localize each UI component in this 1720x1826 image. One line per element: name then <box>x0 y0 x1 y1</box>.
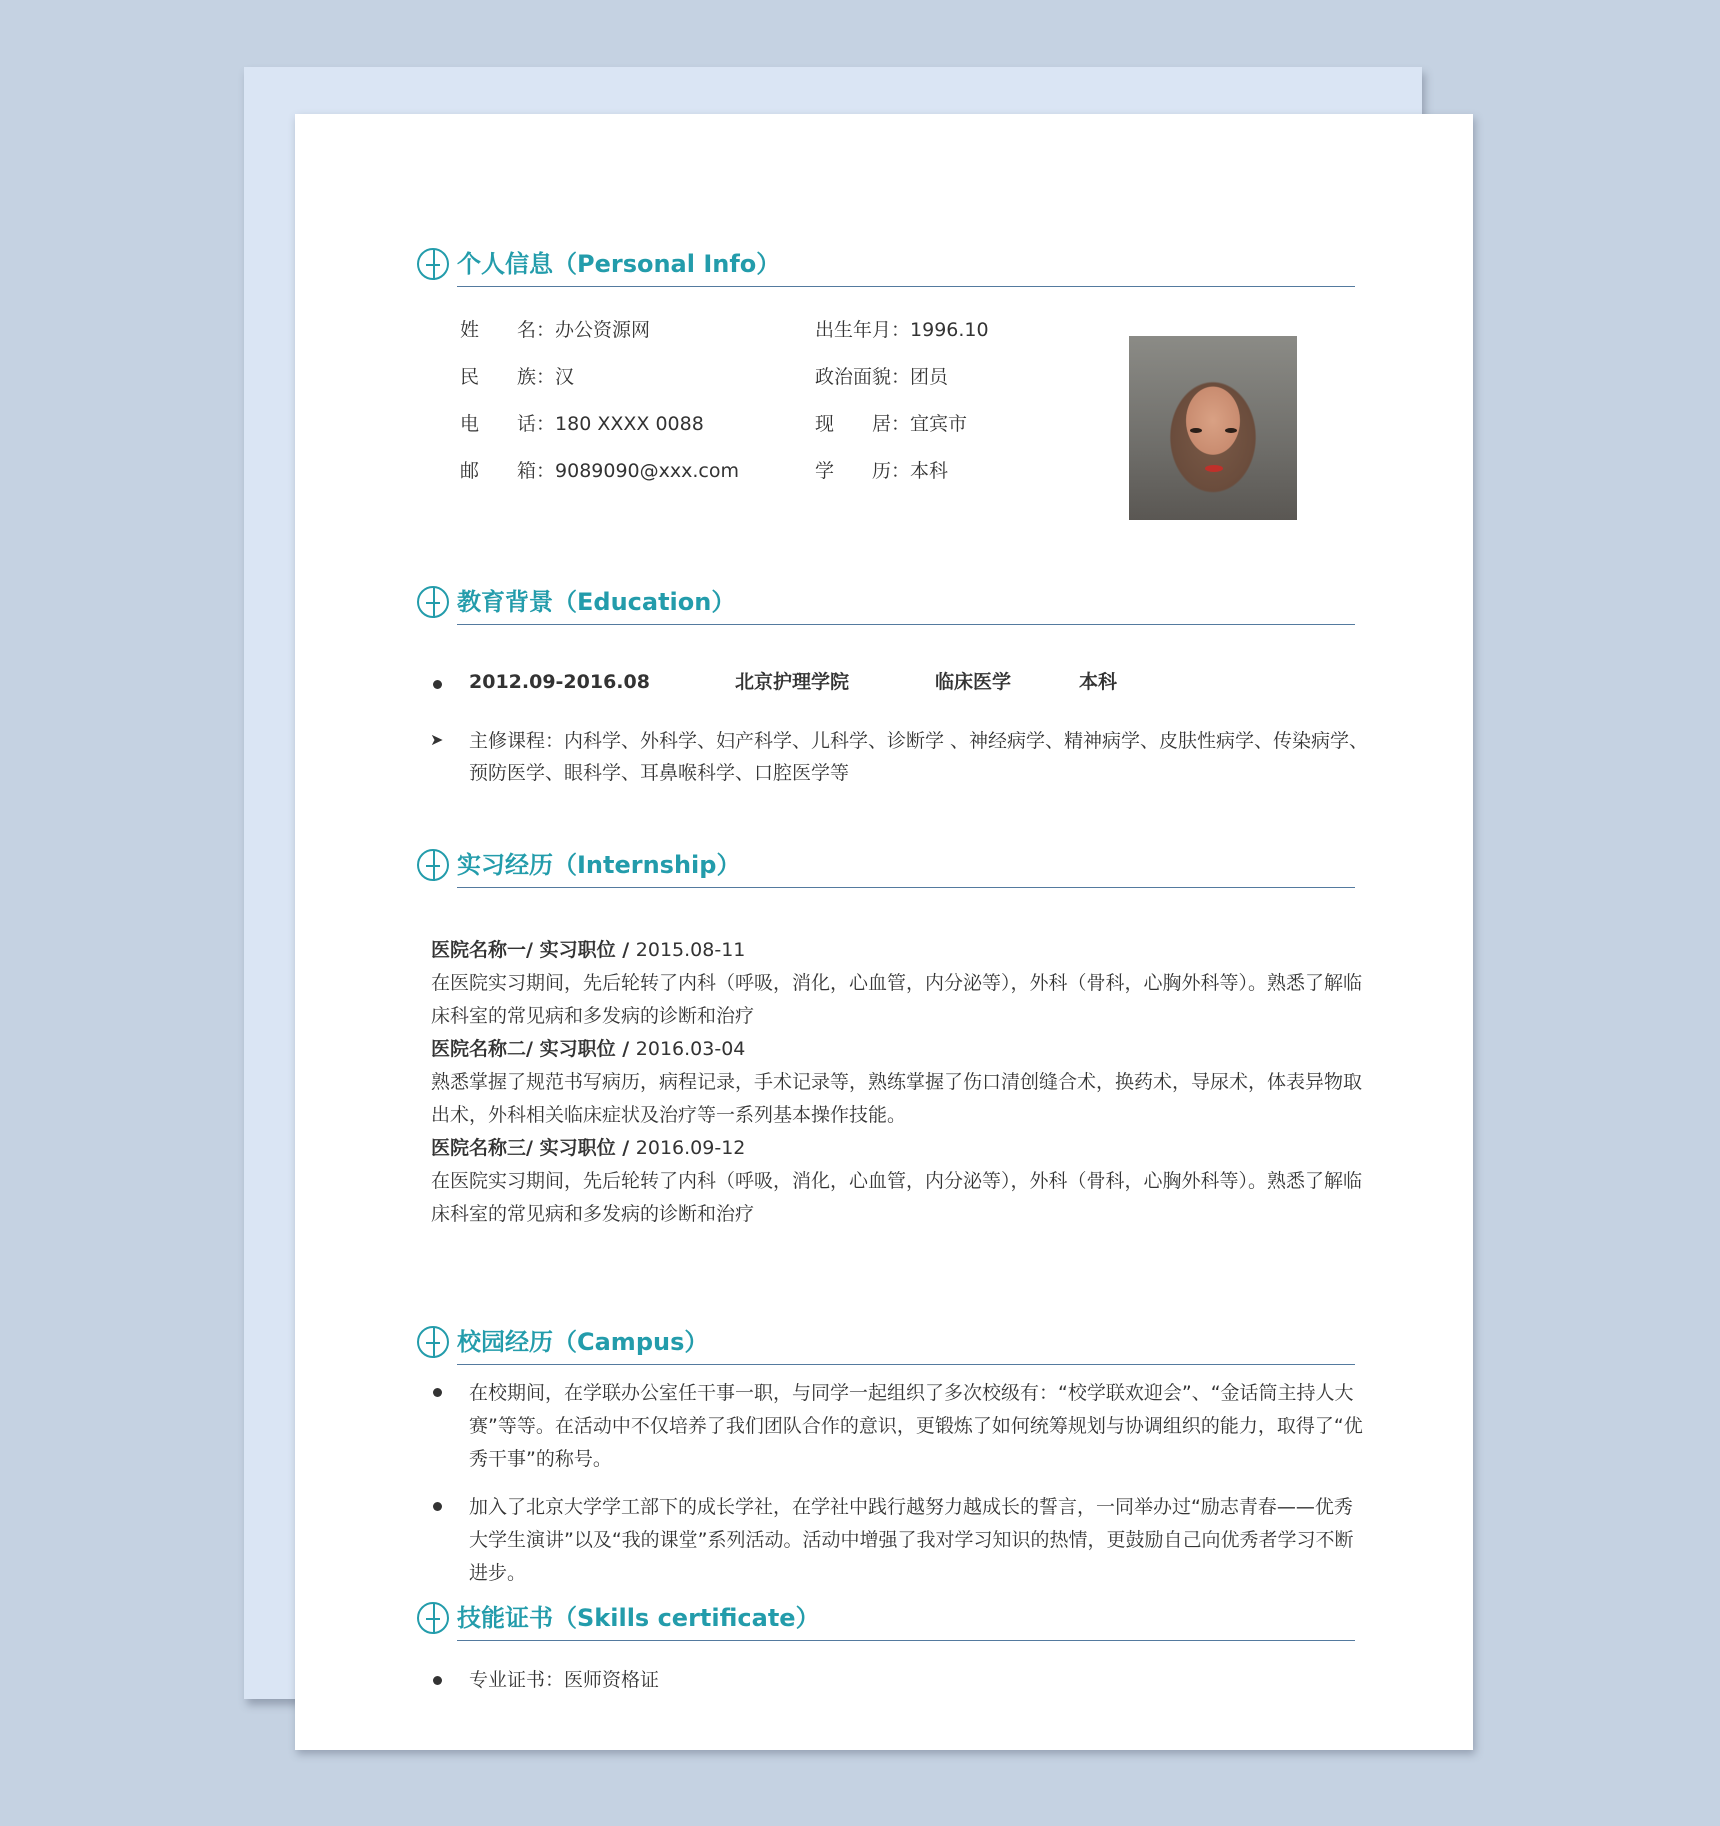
name-value: 办公资源网 <box>555 319 651 341</box>
divider <box>457 624 1355 625</box>
profile-photo <box>1129 336 1297 520</box>
degree-value: 本科 <box>910 460 949 482</box>
info-email: 邮 箱：9089090@xxx.com <box>460 460 740 482</box>
plus-circle-icon <box>417 586 449 618</box>
residence-value: 宜宾市 <box>910 413 968 435</box>
divider <box>457 887 1355 888</box>
certificate-item: 专业证书：医师资格证 <box>469 1669 660 1691</box>
photo-lips <box>1205 465 1223 472</box>
edu-period: 2012.09-2016.08 <box>469 671 650 693</box>
internship-date: 2016.09-12 <box>635 1137 746 1159</box>
section-title: 教育背景（Education） <box>457 588 736 616</box>
divider <box>457 1364 1355 1365</box>
bullet-icon <box>433 1502 442 1511</box>
resume-page <box>295 114 1473 1750</box>
section-internship <box>417 849 1357 889</box>
ethnicity-value: 汉 <box>555 366 575 388</box>
email-value: 9089090@xxx.com <box>555 460 740 482</box>
section-title: 校园经历（Campus） <box>457 1328 709 1356</box>
bullet-icon <box>433 1676 442 1685</box>
plus-circle-icon <box>417 248 449 280</box>
internship-header: 医院名称二/ 实习职位 / 2016.03-04 <box>431 1038 746 1060</box>
education-entry <box>469 670 650 694</box>
internship-header: 医院名称一/ 实习职位 / 2015.08-11 <box>431 939 746 961</box>
section-title: 技能证书（Skills certificate） <box>457 1604 820 1632</box>
section-education <box>417 586 1357 626</box>
section-title: 个人信息（Personal Info） <box>457 250 781 278</box>
section-personal-info <box>417 248 1357 288</box>
education-major: 临床医学 <box>935 671 1012 693</box>
arrow-bullet-icon: ➤ <box>430 730 444 749</box>
section-title: 实习经历（Internship） <box>457 851 741 879</box>
divider <box>457 1640 1355 1641</box>
education-degree: 本科 <box>1079 671 1118 693</box>
internship-header: 医院名称三/ 实习职位 / 2016.09-12 <box>431 1137 746 1159</box>
info-phone: 电 话：180 XXXX 0088 <box>460 413 704 435</box>
phone-value: 180 XXXX 0088 <box>555 413 704 435</box>
courses-text: 主修课程：内科学、外科学、妇产科学、儿科学、诊断学 、神经病学、精神病学、皮肤性病学、传染病学、预防医学、眼科学、耳鼻喉科学、口腔医学等 <box>469 730 1369 784</box>
section-campus <box>417 1326 1357 1366</box>
birth-value: 1996.10 <box>910 319 989 341</box>
plus-circle-icon <box>417 849 449 881</box>
internship-date: 2015.08-11 <box>635 939 746 961</box>
info-ethnicity: 民 族：汉 <box>460 366 575 388</box>
section-skills <box>417 1602 1357 1642</box>
divider <box>457 286 1355 287</box>
internship-desc: 在医院实习期间，先后轮转了内科（呼吸，消化，心血管，内分泌等），外科（骨科，心胸外科等）。熟悉了解临床科室的常见病和多发病的诊断和治疗 <box>431 1170 1363 1225</box>
internship-desc: 熟悉掌握了规范书写病历，病程记录，手术记录等，熟练掌握了伤口清创缝合术，换药术，导尿术，体表异物取出术，外科相关临床症状及治疗等一系列基本操作技能。 <box>431 1071 1363 1126</box>
internship-list <box>431 934 1371 1231</box>
internship-date: 2016.03-04 <box>635 1038 746 1060</box>
info-residence: 现 居：宜宾市 <box>815 413 968 435</box>
internship-item <box>431 1033 1371 1132</box>
plus-circle-icon <box>417 1602 449 1634</box>
photo-eye <box>1225 428 1237 433</box>
campus-item: 加入了北京大学学工部下的成长学社，在学社中践行越努力越成长的誓言，一同举办过“励志青春——优秀大学生演讲”以及“我的课堂”系列活动。活动中增强了我对学习知识的热情，更鼓励自己向优秀者学习不断进步。 <box>469 1496 1354 1584</box>
internship-desc: 在医院实习期间，先后轮转了内科（呼吸，消化，心血管，内分泌等），外科（骨科，心胸外科等）。熟悉了解临床科室的常见病和多发病的诊断和治疗 <box>431 972 1363 1027</box>
info-birth: 出生年月：1996.10 <box>815 319 989 341</box>
info-degree: 学 历：本科 <box>815 460 949 482</box>
internship-item <box>431 1132 1371 1231</box>
photo-eye <box>1190 428 1202 433</box>
internship-item <box>431 934 1371 1033</box>
info-political: 政治面貌：团员 <box>815 366 949 388</box>
campus-item: 在校期间，在学联办公室任干事一职，与同学一起组织了多次校级有：“校学联欢迎会”、“金话筒主持人大赛”等等。在活动中不仅培养了我们团队合作的意识，更锻炼了如何统筹规划与协调组织的能力，取得了“优秀干事”的称号。 <box>469 1382 1363 1470</box>
bullet-icon <box>433 1388 442 1397</box>
info-name: 姓 名：办公资源网 <box>460 319 651 341</box>
bullet-icon <box>433 680 442 689</box>
political-value: 团员 <box>910 366 949 388</box>
education-school: 北京护理学院 <box>735 671 850 693</box>
plus-circle-icon <box>417 1326 449 1358</box>
